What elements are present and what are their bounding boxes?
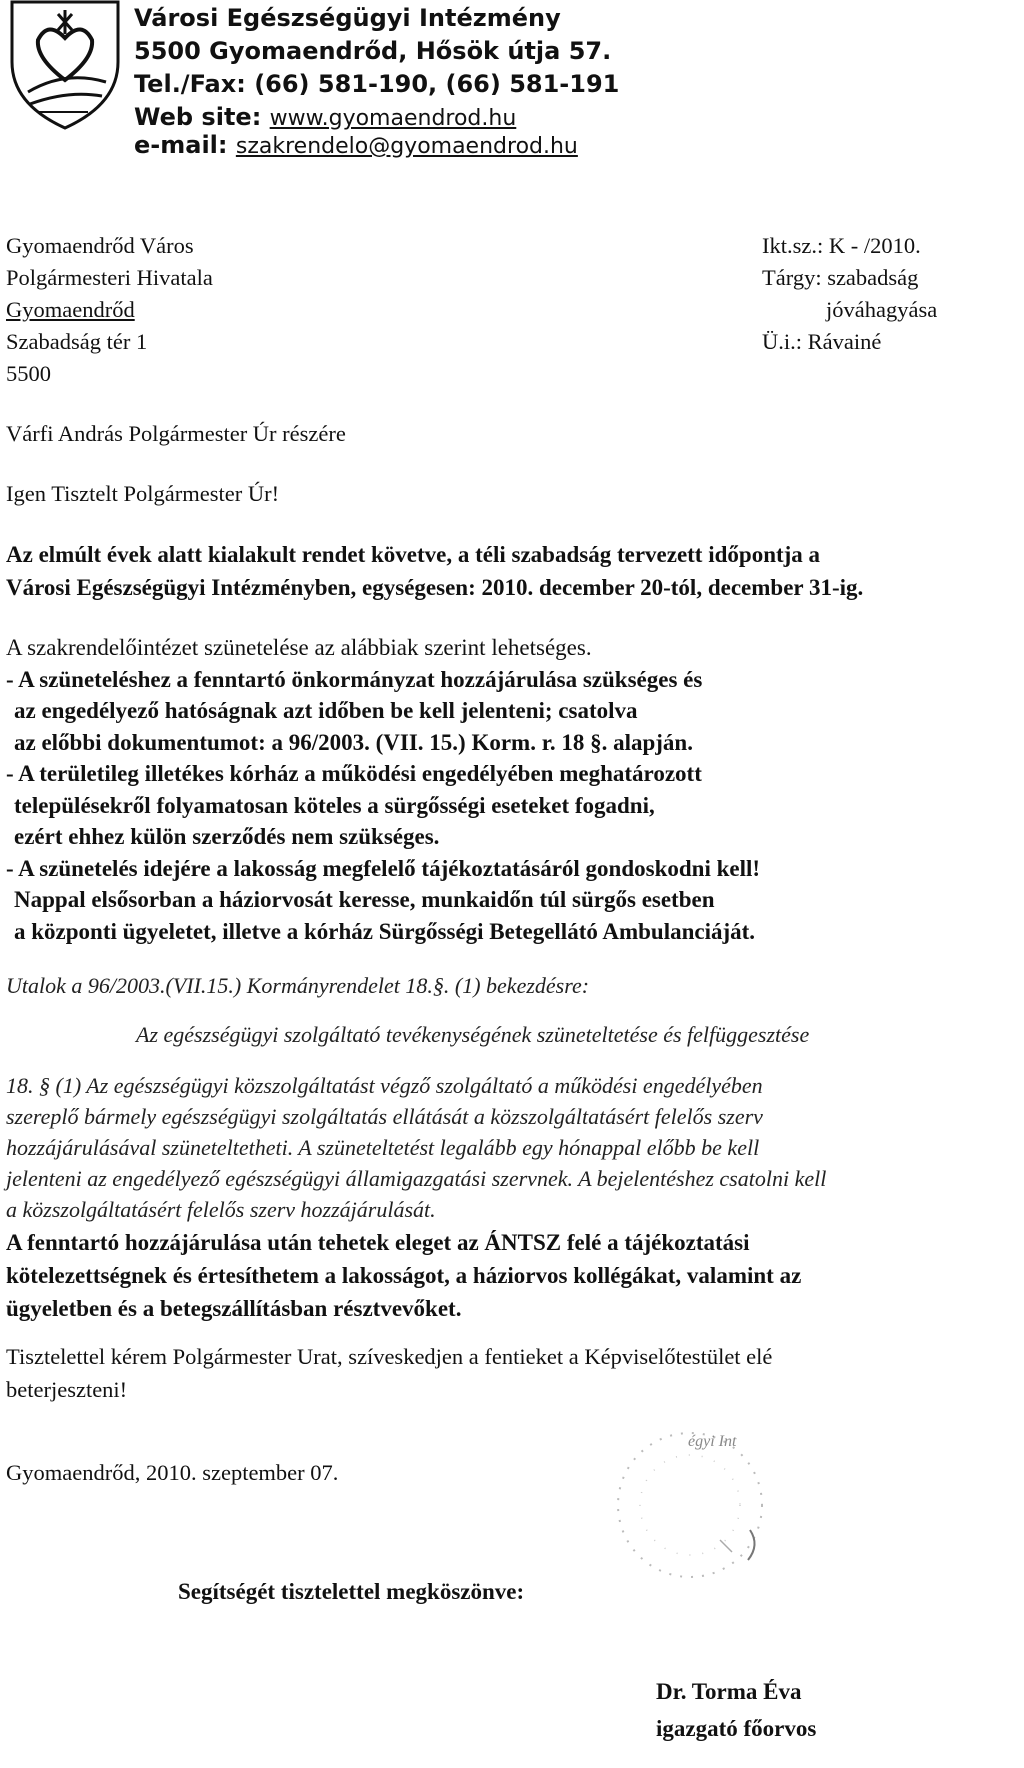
signatory-name: Dr. Torma Éva — [656, 1679, 802, 1704]
citation-reference: Utalok a 96/2003.(VII.15.) Kormányrendelet 18.§. (1) bekezdésre: — [6, 973, 590, 998]
signatory-title: igazgató főorvos — [656, 1716, 817, 1741]
text-line: Tisztelettel kérem Polgármester Urat, szíveskedjen a fentieket a Képviselőtestület elé — [6, 1344, 773, 1369]
subject-line-cont: jóváhagyása — [826, 297, 938, 322]
reference-block — [762, 230, 937, 358]
place-date: Gyomaendrőd, 2010. szeptember 07. — [6, 1460, 339, 1485]
letterhead-org-name: Városi Egészségügyi Intézmény — [134, 4, 561, 32]
closing-line: Segítségét tisztelettel megköszönve: — [178, 1579, 525, 1604]
text-line: A szakrendelőintézet szünetelése az alábbiak szerint lehetséges. — [6, 635, 592, 660]
text-line: településekről folyamatosan köteles a sürgősségi eseteket fogadni, — [14, 792, 655, 818]
paragraph-request — [6, 1340, 772, 1406]
text-line: A fenntartó hozzájárulása után tehetek eleget az ÁNTSZ felé a tájékoztatási — [6, 1230, 750, 1255]
reference-number: Ikt.sz.: K - /2010. — [762, 233, 921, 258]
handler: Ü.i.: Rávainé — [762, 329, 882, 354]
stamp-text: égyi Int — [688, 1433, 737, 1450]
text-line: Nappal elsősorban a háziorvosát keresse, munkaidőn túl sürgős esetben — [14, 887, 715, 912]
recipient-line: Szabadság tér 1 — [6, 329, 148, 354]
recipient-line: Polgármesteri Hivatala — [6, 265, 213, 290]
citation-line: 18. § (1) Az egészségügyi közszolgáltatást végző szolgáltató a működési engedélyében — [6, 1073, 763, 1098]
text-line: az engedélyező hatóságnak azt időben be kell jelenteni; csatolva — [14, 698, 638, 723]
text-line: - A szünetelés idejére a lakosság megfelelő tájékoztatásáról gondoskodni kell! — [6, 855, 761, 881]
citation-line: jelenteni az engedélyező egészségügyi államigazgatási szervnek. A bejelentéshez csatolni kell — [6, 1166, 827, 1191]
paragraph-holiday-dates — [6, 538, 863, 604]
text-line: kötelezettségnek és értesíthetem a lakosságot, a háziorvos kollégákat, valamint az — [6, 1263, 802, 1288]
recipient-address — [6, 230, 213, 390]
web-label: Web site: — [134, 103, 262, 131]
citation-line: szereplő bármely egészségügyi szolgáltatás ellátását a közszolgáltatásért felelős szerv — [6, 1104, 763, 1129]
recipient-city: Gyomaendrőd — [6, 297, 135, 322]
paragraph-notification — [6, 1226, 801, 1325]
citation-heading: Az egészségügyi szolgáltató tevékenységének szüneteltetése és felfüggesztése — [136, 1022, 810, 1047]
salutation: Igen Tisztelt Polgármester Úr! — [6, 481, 280, 506]
text-line: a központi ügyeletet, illetve a kórház Sürgősségi Betegellátó Ambulanciáját. — [14, 918, 756, 944]
addressee: Várfi András Polgármester Úr részére — [6, 421, 346, 446]
letterhead-email — [134, 131, 578, 161]
text-line: Városi Egészségügyi Intézményben, egységesen: 2010. december 20-tól, december 31-ig. — [6, 575, 864, 600]
text-line: beterjeszteni! — [6, 1377, 128, 1402]
citation-body — [6, 1070, 826, 1225]
text-line: - A területileg illetékes kórház a működési engedélyében meghatározott — [6, 761, 702, 786]
letterhead-address: 5500 Gyomaendrőd, Hősök útja 57. — [134, 37, 612, 65]
text-line: ügyeletben és a betegszállításban résztvevőket. — [6, 1296, 462, 1321]
text-line: az előbbi dokumentumot: a 96/2003. (VII. 15.) Korm. r. 18 §. alapján. — [14, 729, 693, 755]
recipient-zip: 5500 — [6, 361, 51, 386]
paragraph-suspension-conditions — [6, 632, 760, 947]
letterhead-web — [134, 103, 516, 133]
subject-line: Tárgy: szabadság — [762, 265, 919, 290]
citation-line: a közszolgáltatásért felelős szerv hozzájárulását. — [6, 1197, 436, 1222]
citation-line: hozzájárulásával szüneteltetheti. A szüneteltetést legalább egy hónappal előbb be kell — [6, 1135, 760, 1160]
web-link[interactable]: www.gyomaendrod.hu — [269, 106, 517, 131]
text-line: ezért ehhez külön szerződés nem szükséges. — [14, 824, 440, 849]
official-stamp — [600, 1420, 780, 1590]
email-label: e-mail: — [134, 131, 228, 159]
text-line: Az elmúlt évek alatt kialakult rendet követve, a téli szabadság tervezett időpontja a — [6, 542, 821, 567]
text-line: - A szüneteléshez a fenntartó önkormányzat hozzájárulása szükséges és — [6, 666, 703, 692]
email-link[interactable]: szakrendelo@gyomaendrod.hu — [235, 134, 578, 159]
institution-logo — [8, 0, 122, 132]
letterhead-phone: Tel./Fax: (66) 581-190, (66) 581-191 — [134, 70, 620, 98]
recipient-line: Gyomaendrőd Város — [6, 233, 194, 258]
